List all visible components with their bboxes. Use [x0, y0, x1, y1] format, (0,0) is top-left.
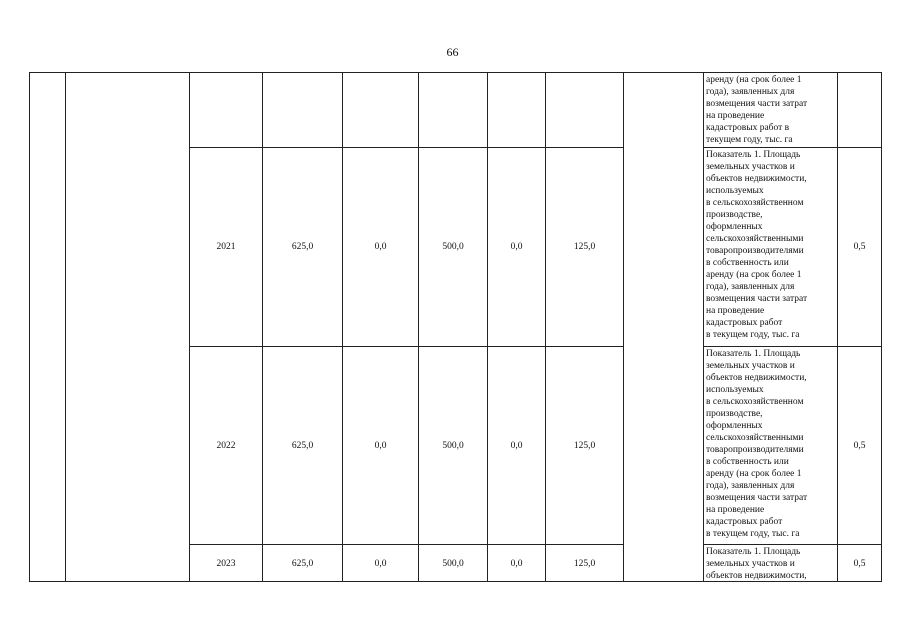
table-cell-indicator: Показатель 1. Площадь земельных участков и объектов недвижимости, используемых в сельскохозяйственном производстве, оформленных сельскохозяйственными товаропроизводителями в собственность или аренду (на срок более 1 года), заявленных для возмещения части затрат на проведение кадастровых работ в текущем году, тыс. га	[706, 150, 808, 340]
table-cell-col1: 0,0	[374, 242, 387, 252]
table-cell-col1: 0,0	[374, 441, 387, 451]
table-cell-indicator: Показатель 1. Площадь земельных участков и объектов недвижимости, используемых в сельскохозяйственном производстве, оформленных сельскохозяйственными товаропроизводителями в собственность или аренду (на срок более 1 года), заявленных для возмещения части затрат на проведение кадастровых работ в текущем году, тыс. га	[706, 349, 808, 539]
table-cell-year: 2021	[216, 242, 236, 252]
table-cell-indicator: Показатель 1. Площадь земельных участков и объектов недвижимости,	[706, 547, 807, 581]
page-number: 66	[446, 45, 459, 59]
table-cell-value: 0,5	[853, 441, 866, 451]
table-cell-col4: 125,0	[573, 441, 596, 451]
table-cell-total: 625,0	[291, 559, 314, 569]
table-cell-col2: 500,0	[442, 242, 464, 252]
table-cell-value: 0,5	[853, 242, 866, 252]
indicator-carryover-text: аренду (на срок более 1 года), заявленных для возмещения части затрат на проведение кадастровых работ в текущем году, тыс. га	[706, 75, 808, 145]
table-cell-total: 625,0	[291, 242, 314, 252]
table-cell-year: 2023	[216, 559, 236, 569]
table-cell-col3: 0,0	[510, 559, 523, 569]
table-cell-col1: 0,0	[374, 559, 387, 569]
table-cell-col4: 125,0	[573, 559, 596, 569]
table-cell-year: 2022	[216, 441, 236, 451]
table-cell-value: 0,5	[853, 559, 866, 569]
table-cell-col2: 500,0	[442, 559, 464, 569]
table-cell-col2: 500,0	[442, 441, 464, 451]
table-cell-col4: 125,0	[573, 242, 596, 252]
table-cell-col3: 0,0	[510, 242, 523, 252]
table-cell-total: 625,0	[291, 441, 314, 451]
table-cell-col3: 0,0	[510, 441, 523, 451]
